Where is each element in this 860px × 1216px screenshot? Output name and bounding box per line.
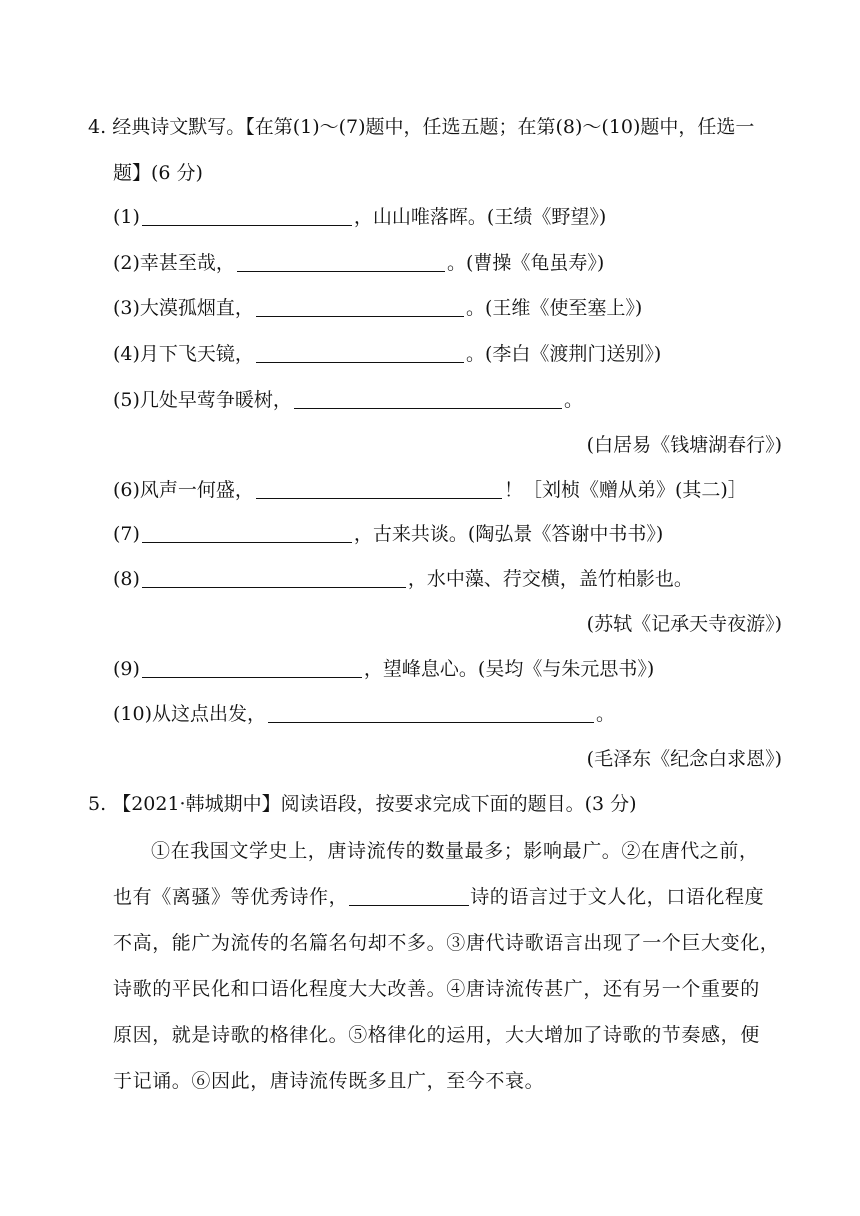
answer-blank-9[interactable] [142,659,362,678]
q5-instruction: 【2021·韩城期中】阅读语段，按要求完成下面的题目。(3 分) [112,793,637,815]
item-label: (8) [113,568,140,590]
q4-number: 4. [88,116,107,138]
q4-item-4 [113,342,661,366]
q5-instruction-line [88,792,637,816]
item-label: (4) [113,343,140,365]
item-before: 幸甚至哉， [139,252,235,274]
q4-item-10 [113,702,615,726]
item-after: 。(王维《使至塞上》) [465,297,643,319]
q5-passage-line-3: 不高，能广为流传的名篇名句却不多。③唐代诗歌语言出现了一个巨大变化， [113,932,780,954]
answer-blank-7[interactable] [142,524,352,543]
q5-number: 5. [88,793,107,815]
q4-item-6 [113,478,747,502]
passage-answer-blank[interactable] [349,887,469,906]
q5-passage-line-1: ①在我国文学史上，唐诗流传的数量最多；影响最广。②在唐代之前， [151,840,759,862]
answer-blank-4[interactable] [256,344,464,363]
item-after: 。(曹操《龟虽寿》) [446,252,605,274]
item-after: ！［刘桢《赠从弟》(其二)］ [503,479,747,501]
answer-blank-2[interactable] [237,253,445,272]
item-label: (2) [113,252,140,274]
item-before: 大漠孤烟直， [139,297,254,319]
q4-item-8-source: (苏轼《记承天寺夜游》) [586,613,782,635]
q5-passage-line-2 [113,882,781,909]
item-after: 。(李白《渡荆门送别》) [465,343,662,365]
answer-blank-10[interactable] [268,704,594,723]
item-before: 月下飞天镜， [139,343,254,365]
item-label: (9) [113,658,140,680]
q4-item-10-source: (毛泽东《纪念白求恩》) [586,748,782,770]
q4-instruction: 经典诗文默写。【在第(1)～(7)题中，任选五题；在第(8)～(10)题中，任选一 [112,116,755,138]
q5-passage-line-6: 于记诵。⑥因此，唐诗流传既多且广，至今不衰。 [113,1070,545,1092]
item-label: (5) [113,389,140,411]
q4-item-9 [113,657,654,681]
item-after: ，望峰息心。(吴均《与朱元思书》) [363,658,655,680]
q4-instruction-line1 [88,115,754,139]
answer-blank-1[interactable] [142,207,352,226]
q5-passage-text: 也有《离骚》等优秀诗作， [113,886,349,908]
item-label: (10) [113,703,153,725]
answer-blank-3[interactable] [256,298,464,317]
item-label: (7) [113,523,140,545]
item-after: ，古来共谈。(陶弘景《答谢中书书》) [353,523,664,545]
item-before: 风声一何盛， [139,479,254,501]
item-after: ，山山唯落晖。(王绩《野望》) [353,206,607,228]
item-label: (1) [113,206,140,228]
q5-passage-text: 诗的语言过于文人化，口语化程度 [470,886,765,908]
q5-passage-line-4: 诗歌的平民化和口语化程度大大改善。④唐诗流传甚广，还有另一个重要的 [113,978,760,1000]
answer-blank-8[interactable] [142,569,406,588]
item-after: 。 [563,389,583,411]
item-label: (6) [113,479,140,501]
answer-blank-6[interactable] [256,480,502,499]
q4-item-2 [113,251,604,275]
answer-blank-5[interactable] [294,390,562,409]
item-after: ，水中藻、荇交横，盖竹柏影也。 [407,568,693,590]
item-label: (3) [113,297,140,319]
q4-item-8 [113,567,693,591]
q4-item-3 [113,296,642,320]
item-after: 。 [596,703,616,725]
q4-item-7 [113,522,663,546]
q4-instruction-line2: 题】(6 分) [113,162,203,184]
item-before: 几处早莺争暖树， [139,389,292,411]
q5-passage-line-5: 原因，就是诗歌的格律化。⑤格律化的运用，大大增加了诗歌的节奏感，便 [113,1024,760,1046]
q4-item-5-source: (白居易《钱塘湖春行》) [586,434,782,456]
q4-item-5 [113,388,583,412]
q4-item-1 [113,205,606,229]
item-before: 从这点出发， [152,703,267,725]
